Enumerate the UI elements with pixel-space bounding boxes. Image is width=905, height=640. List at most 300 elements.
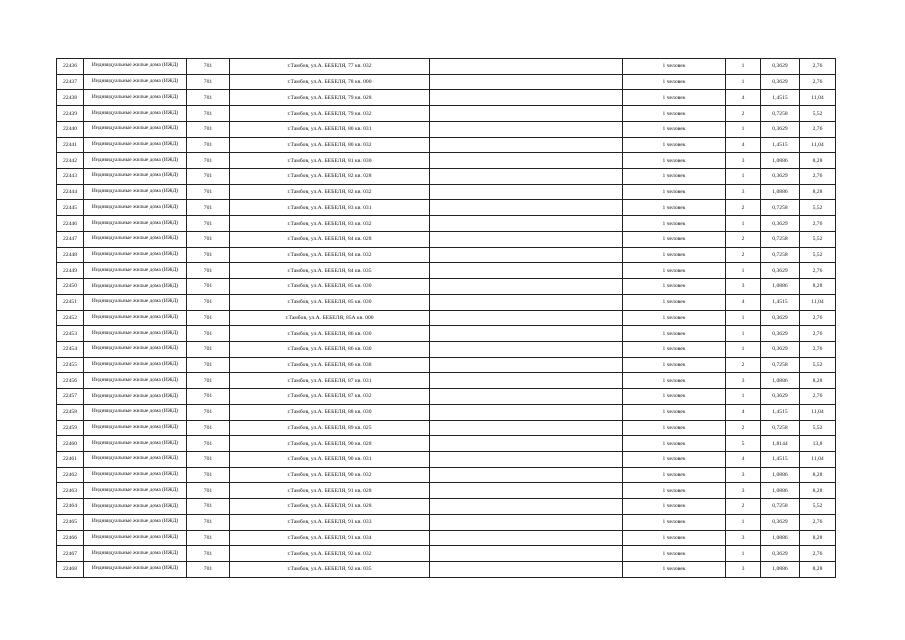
address-cell: г.Тамбов, ул.А. БЕБЕЛЯ, 80 кв. 031 bbox=[230, 121, 430, 137]
unit-cell: 1 человек bbox=[623, 514, 726, 530]
housing-type-cell: Индивидуальные жилые дома (ИЖД) bbox=[84, 546, 187, 562]
table-row bbox=[57, 294, 836, 310]
record-id-cell: 22446 bbox=[57, 216, 84, 232]
housing-type-cell: Индивидуальные жилые дома (ИЖД) bbox=[84, 184, 187, 200]
unit-cell: 1 человек bbox=[623, 59, 726, 75]
table-row bbox=[57, 310, 836, 326]
amount-cell: 11,04 bbox=[800, 404, 836, 420]
empty-cell bbox=[430, 153, 623, 169]
coefficient-cell: 1,0886 bbox=[761, 467, 800, 483]
table-row bbox=[57, 467, 836, 483]
record-id-cell: 22448 bbox=[57, 247, 84, 263]
coefficient-cell: 1,0886 bbox=[761, 373, 800, 389]
housing-type-cell: Индивидуальные жилые дома (ИЖД) bbox=[84, 326, 187, 342]
address-cell: г.Тамбов, ул.А. БЕБЕЛЯ, 90 кв. 028 bbox=[230, 436, 430, 452]
record-id-cell: 22449 bbox=[57, 263, 84, 279]
address-cell: г.Тамбов, ул.А. БЕБЕЛЯ, 85А кв. 000 bbox=[230, 310, 430, 326]
unit-cell: 1 человек bbox=[623, 546, 726, 562]
record-id-cell: 22458 bbox=[57, 404, 84, 420]
amount-cell: 11,04 bbox=[800, 137, 836, 153]
address-cell: г.Тамбов, ул.А. БЕБЕЛЯ, 91 кв. 028 bbox=[230, 499, 430, 515]
empty-cell bbox=[430, 562, 623, 578]
amount-cell: 5,52 bbox=[800, 420, 836, 436]
people-count-cell: 1 bbox=[726, 216, 761, 232]
records-table bbox=[56, 58, 836, 578]
record-id-cell: 22461 bbox=[57, 451, 84, 467]
code-cell: 701 bbox=[187, 279, 230, 295]
code-cell: 701 bbox=[187, 467, 230, 483]
coefficient-cell: 0,3629 bbox=[761, 169, 800, 185]
unit-cell: 1 человек bbox=[623, 373, 726, 389]
code-cell: 701 bbox=[187, 341, 230, 357]
code-cell: 701 bbox=[187, 153, 230, 169]
address-cell: г.Тамбов, ул.А. БЕБЕЛЯ, 79 кв. 028 bbox=[230, 90, 430, 106]
amount-cell: 2,76 bbox=[800, 74, 836, 90]
address-cell: г.Тамбов, ул.А. БЕБЕЛЯ, 86 кв. 030 bbox=[230, 341, 430, 357]
empty-cell bbox=[430, 279, 623, 295]
empty-cell bbox=[430, 451, 623, 467]
unit-cell: 1 человек bbox=[623, 499, 726, 515]
address-cell: г.Тамбов, ул.А. БЕБЕЛЯ, 88 кв. 030 bbox=[230, 404, 430, 420]
housing-type-cell: Индивидуальные жилые дома (ИЖД) bbox=[84, 530, 187, 546]
table-row bbox=[57, 90, 836, 106]
coefficient-cell: 0,7258 bbox=[761, 231, 800, 247]
record-id-cell: 22439 bbox=[57, 106, 84, 122]
table-row bbox=[57, 184, 836, 200]
coefficient-cell: 0,3629 bbox=[761, 389, 800, 405]
people-count-cell: 2 bbox=[726, 247, 761, 263]
coefficient-cell: 1,4515 bbox=[761, 137, 800, 153]
address-cell: г.Тамбов, ул.А. БЕБЕЛЯ, 90 кв. 031 bbox=[230, 451, 430, 467]
housing-type-cell: Индивидуальные жилые дома (ИЖД) bbox=[84, 451, 187, 467]
coefficient-cell: 1,0886 bbox=[761, 184, 800, 200]
unit-cell: 1 человек bbox=[623, 451, 726, 467]
record-id-cell: 22464 bbox=[57, 499, 84, 515]
unit-cell: 1 человек bbox=[623, 341, 726, 357]
table-row bbox=[57, 74, 836, 90]
code-cell: 701 bbox=[187, 514, 230, 530]
unit-cell: 1 человек bbox=[623, 74, 726, 90]
code-cell: 701 bbox=[187, 326, 230, 342]
coefficient-cell: 1,4515 bbox=[761, 90, 800, 106]
code-cell: 701 bbox=[187, 436, 230, 452]
coefficient-cell: 0,3629 bbox=[761, 216, 800, 232]
table-row bbox=[57, 216, 836, 232]
amount-cell: 5,52 bbox=[800, 231, 836, 247]
document-sheet bbox=[56, 58, 835, 578]
empty-cell bbox=[430, 420, 623, 436]
address-cell: г.Тамбов, ул.А. БЕБЕЛЯ, 80 кв. 032 bbox=[230, 137, 430, 153]
record-id-cell: 22438 bbox=[57, 90, 84, 106]
unit-cell: 1 человек bbox=[623, 562, 726, 578]
coefficient-cell: 1,4515 bbox=[761, 294, 800, 310]
amount-cell: 8,28 bbox=[800, 184, 836, 200]
record-id-cell: 22466 bbox=[57, 530, 84, 546]
amount-cell: 2,76 bbox=[800, 263, 836, 279]
housing-type-cell: Индивидуальные жилые дома (ИЖД) bbox=[84, 483, 187, 499]
code-cell: 701 bbox=[187, 137, 230, 153]
coefficient-cell: 0,3629 bbox=[761, 546, 800, 562]
table-row bbox=[57, 373, 836, 389]
housing-type-cell: Индивидуальные жилые дома (ИЖД) bbox=[84, 121, 187, 137]
amount-cell: 11,04 bbox=[800, 90, 836, 106]
empty-cell bbox=[430, 404, 623, 420]
housing-type-cell: Индивидуальные жилые дома (ИЖД) bbox=[84, 279, 187, 295]
empty-cell bbox=[430, 467, 623, 483]
address-cell: г.Тамбов, ул.А. БЕБЕЛЯ, 84 кв. 035 bbox=[230, 263, 430, 279]
unit-cell: 1 человек bbox=[623, 279, 726, 295]
housing-type-cell: Индивидуальные жилые дома (ИЖД) bbox=[84, 357, 187, 373]
unit-cell: 1 человек bbox=[623, 483, 726, 499]
empty-cell bbox=[430, 310, 623, 326]
people-count-cell: 2 bbox=[726, 499, 761, 515]
empty-cell bbox=[430, 121, 623, 137]
amount-cell: 11,04 bbox=[800, 451, 836, 467]
people-count-cell: 4 bbox=[726, 90, 761, 106]
people-count-cell: 2 bbox=[726, 200, 761, 216]
empty-cell bbox=[430, 341, 623, 357]
housing-type-cell: Индивидуальные жилые дома (ИЖД) bbox=[84, 137, 187, 153]
housing-type-cell: Индивидуальные жилые дома (ИЖД) bbox=[84, 373, 187, 389]
housing-type-cell: Индивидуальные жилые дома (ИЖД) bbox=[84, 74, 187, 90]
record-id-cell: 22444 bbox=[57, 184, 84, 200]
table-row bbox=[57, 231, 836, 247]
address-cell: г.Тамбов, ул.А. БЕБЕЛЯ, 92 кв. 035 bbox=[230, 562, 430, 578]
unit-cell: 1 человек bbox=[623, 247, 726, 263]
people-count-cell: 1 bbox=[726, 121, 761, 137]
record-id-cell: 22454 bbox=[57, 341, 84, 357]
address-cell: г.Тамбов, ул.А. БЕБЕЛЯ, 91 кв. 033 bbox=[230, 514, 430, 530]
address-cell: г.Тамбов, ул.А. БЕБЕЛЯ, 85 кв. 030 bbox=[230, 279, 430, 295]
housing-type-cell: Индивидуальные жилые дома (ИЖД) bbox=[84, 263, 187, 279]
unit-cell: 1 человек bbox=[623, 294, 726, 310]
people-count-cell: 3 bbox=[726, 467, 761, 483]
address-cell: г.Тамбов, ул.А. БЕБЕЛЯ, 91 кв. 034 bbox=[230, 530, 430, 546]
housing-type-cell: Индивидуальные жилые дома (ИЖД) bbox=[84, 200, 187, 216]
record-id-cell: 22455 bbox=[57, 357, 84, 373]
table-row bbox=[57, 341, 836, 357]
unit-cell: 1 человек bbox=[623, 263, 726, 279]
record-id-cell: 22462 bbox=[57, 467, 84, 483]
code-cell: 701 bbox=[187, 451, 230, 467]
table-row bbox=[57, 530, 836, 546]
code-cell: 701 bbox=[187, 530, 230, 546]
address-cell: г.Тамбов, ул.А. БЕБЕЛЯ, 89 кв. 025 bbox=[230, 420, 430, 436]
empty-cell bbox=[430, 326, 623, 342]
unit-cell: 1 человек bbox=[623, 137, 726, 153]
people-count-cell: 4 bbox=[726, 294, 761, 310]
coefficient-cell: 0,3629 bbox=[761, 263, 800, 279]
address-cell: г.Тамбов, ул.А. БЕБЕЛЯ, 84 кв. 032 bbox=[230, 247, 430, 263]
code-cell: 701 bbox=[187, 74, 230, 90]
housing-type-cell: Индивидуальные жилые дома (ИЖД) bbox=[84, 310, 187, 326]
unit-cell: 1 человек bbox=[623, 389, 726, 405]
unit-cell: 1 человек bbox=[623, 153, 726, 169]
people-count-cell: 1 bbox=[726, 59, 761, 75]
empty-cell bbox=[430, 184, 623, 200]
people-count-cell: 3 bbox=[726, 373, 761, 389]
amount-cell: 5,52 bbox=[800, 106, 836, 122]
empty-cell bbox=[430, 436, 623, 452]
table-row bbox=[57, 451, 836, 467]
table-row bbox=[57, 121, 836, 137]
code-cell: 701 bbox=[187, 373, 230, 389]
table-row bbox=[57, 483, 836, 499]
empty-cell bbox=[430, 263, 623, 279]
people-count-cell: 3 bbox=[726, 483, 761, 499]
people-count-cell: 5 bbox=[726, 436, 761, 452]
code-cell: 701 bbox=[187, 59, 230, 75]
empty-cell bbox=[430, 106, 623, 122]
code-cell: 701 bbox=[187, 247, 230, 263]
empty-cell bbox=[430, 530, 623, 546]
code-cell: 701 bbox=[187, 357, 230, 373]
unit-cell: 1 человек bbox=[623, 357, 726, 373]
code-cell: 701 bbox=[187, 389, 230, 405]
record-id-cell: 22468 bbox=[57, 562, 84, 578]
unit-cell: 1 человек bbox=[623, 467, 726, 483]
coefficient-cell: 1,0886 bbox=[761, 279, 800, 295]
unit-cell: 1 человек bbox=[623, 106, 726, 122]
amount-cell: 8,28 bbox=[800, 562, 836, 578]
coefficient-cell: 0,7258 bbox=[761, 499, 800, 515]
code-cell: 701 bbox=[187, 216, 230, 232]
people-count-cell: 1 bbox=[726, 389, 761, 405]
amount-cell: 11,04 bbox=[800, 294, 836, 310]
table-row bbox=[57, 106, 836, 122]
table-row bbox=[57, 420, 836, 436]
empty-cell bbox=[430, 514, 623, 530]
amount-cell: 2,76 bbox=[800, 389, 836, 405]
amount-cell: 13,8 bbox=[800, 436, 836, 452]
people-count-cell: 3 bbox=[726, 279, 761, 295]
empty-cell bbox=[430, 231, 623, 247]
amount-cell: 8,28 bbox=[800, 279, 836, 295]
people-count-cell: 4 bbox=[726, 404, 761, 420]
people-count-cell: 3 bbox=[726, 562, 761, 578]
housing-type-cell: Индивидуальные жилые дома (ИЖД) bbox=[84, 514, 187, 530]
empty-cell bbox=[430, 247, 623, 263]
table-row bbox=[57, 389, 836, 405]
code-cell: 701 bbox=[187, 200, 230, 216]
empty-cell bbox=[430, 546, 623, 562]
table-row bbox=[57, 562, 836, 578]
housing-type-cell: Индивидуальные жилые дома (ИЖД) bbox=[84, 341, 187, 357]
housing-type-cell: Индивидуальные жилые дома (ИЖД) bbox=[84, 153, 187, 169]
empty-cell bbox=[430, 294, 623, 310]
amount-cell: 8,28 bbox=[800, 483, 836, 499]
address-cell: г.Тамбов, ул.А. БЕБЕЛЯ, 87 кв. 031 bbox=[230, 373, 430, 389]
housing-type-cell: Индивидуальные жилые дома (ИЖД) bbox=[84, 436, 187, 452]
code-cell: 701 bbox=[187, 499, 230, 515]
empty-cell bbox=[430, 216, 623, 232]
amount-cell: 8,28 bbox=[800, 530, 836, 546]
address-cell: г.Тамбов, ул.А. БЕБЕЛЯ, 83 кв. 032 bbox=[230, 216, 430, 232]
table-row bbox=[57, 326, 836, 342]
housing-type-cell: Индивидуальные жилые дома (ИЖД) bbox=[84, 247, 187, 263]
coefficient-cell: 0,7258 bbox=[761, 357, 800, 373]
amount-cell: 8,28 bbox=[800, 467, 836, 483]
code-cell: 701 bbox=[187, 184, 230, 200]
unit-cell: 1 человек bbox=[623, 90, 726, 106]
coefficient-cell: 0,3629 bbox=[761, 310, 800, 326]
table-row bbox=[57, 279, 836, 295]
coefficient-cell: 1,0886 bbox=[761, 153, 800, 169]
coefficient-cell: 0,3629 bbox=[761, 121, 800, 137]
address-cell: г.Тамбов, ул.А. БЕБЕЛЯ, 79 кв. 032 bbox=[230, 106, 430, 122]
table-row bbox=[57, 263, 836, 279]
amount-cell: 2,76 bbox=[800, 121, 836, 137]
code-cell: 701 bbox=[187, 546, 230, 562]
table-row bbox=[57, 357, 836, 373]
table-row bbox=[57, 436, 836, 452]
empty-cell bbox=[430, 389, 623, 405]
amount-cell: 2,76 bbox=[800, 216, 836, 232]
unit-cell: 1 человек bbox=[623, 184, 726, 200]
housing-type-cell: Индивидуальные жилые дома (ИЖД) bbox=[84, 231, 187, 247]
code-cell: 701 bbox=[187, 483, 230, 499]
housing-type-cell: Индивидуальные жилые дома (ИЖД) bbox=[84, 90, 187, 106]
empty-cell bbox=[430, 373, 623, 389]
people-count-cell: 3 bbox=[726, 530, 761, 546]
coefficient-cell: 0,7258 bbox=[761, 200, 800, 216]
amount-cell: 2,76 bbox=[800, 326, 836, 342]
record-id-cell: 22457 bbox=[57, 389, 84, 405]
coefficient-cell: 0,3629 bbox=[761, 326, 800, 342]
amount-cell: 2,76 bbox=[800, 169, 836, 185]
code-cell: 701 bbox=[187, 231, 230, 247]
record-id-cell: 22443 bbox=[57, 169, 84, 185]
housing-type-cell: Индивидуальные жилые дома (ИЖД) bbox=[84, 404, 187, 420]
record-id-cell: 22452 bbox=[57, 310, 84, 326]
table-row bbox=[57, 137, 836, 153]
people-count-cell: 1 bbox=[726, 341, 761, 357]
unit-cell: 1 человек bbox=[623, 121, 726, 137]
record-id-cell: 22453 bbox=[57, 326, 84, 342]
amount-cell: 2,76 bbox=[800, 341, 836, 357]
address-cell: г.Тамбов, ул.А. БЕБЕЛЯ, 84 кв. 028 bbox=[230, 231, 430, 247]
address-cell: г.Тамбов, ул.А. БЕБЕЛЯ, 82 кв. 028 bbox=[230, 169, 430, 185]
address-cell: г.Тамбов, ул.А. БЕБЕЛЯ, 91 кв. 028 bbox=[230, 483, 430, 499]
housing-type-cell: Индивидуальные жилые дома (ИЖД) bbox=[84, 106, 187, 122]
table-body bbox=[57, 59, 836, 578]
amount-cell: 8,28 bbox=[800, 153, 836, 169]
housing-type-cell: Индивидуальные жилые дома (ИЖД) bbox=[84, 169, 187, 185]
unit-cell: 1 человек bbox=[623, 231, 726, 247]
empty-cell bbox=[430, 74, 623, 90]
record-id-cell: 22445 bbox=[57, 200, 84, 216]
table-row bbox=[57, 153, 836, 169]
housing-type-cell: Индивидуальные жилые дома (ИЖД) bbox=[84, 562, 187, 578]
coefficient-cell: 0,7258 bbox=[761, 420, 800, 436]
unit-cell: 1 человек bbox=[623, 310, 726, 326]
coefficient-cell: 1,8144 bbox=[761, 436, 800, 452]
address-cell: г.Тамбов, ул.А. БЕБЕЛЯ, 82 кв. 032 bbox=[230, 184, 430, 200]
people-count-cell: 2 bbox=[726, 106, 761, 122]
unit-cell: 1 человек bbox=[623, 530, 726, 546]
record-id-cell: 22465 bbox=[57, 514, 84, 530]
people-count-cell: 3 bbox=[726, 153, 761, 169]
empty-cell bbox=[430, 137, 623, 153]
people-count-cell: 1 bbox=[726, 169, 761, 185]
amount-cell: 2,76 bbox=[800, 546, 836, 562]
amount-cell: 5,52 bbox=[800, 247, 836, 263]
table-row bbox=[57, 200, 836, 216]
unit-cell: 1 человек bbox=[623, 420, 726, 436]
unit-cell: 1 человек bbox=[623, 200, 726, 216]
amount-cell: 8,28 bbox=[800, 373, 836, 389]
table-row bbox=[57, 499, 836, 515]
coefficient-cell: 1,0886 bbox=[761, 562, 800, 578]
housing-type-cell: Индивидуальные жилые дома (ИЖД) bbox=[84, 59, 187, 75]
coefficient-cell: 1,0886 bbox=[761, 483, 800, 499]
unit-cell: 1 человек bbox=[623, 326, 726, 342]
address-cell: г.Тамбов, ул.А. БЕБЕЛЯ, 81 кв. 030 bbox=[230, 153, 430, 169]
record-id-cell: 22463 bbox=[57, 483, 84, 499]
coefficient-cell: 0,3629 bbox=[761, 514, 800, 530]
coefficient-cell: 1,4515 bbox=[761, 451, 800, 467]
address-cell: г.Тамбов, ул.А. БЕБЕЛЯ, 78 кв. 000 bbox=[230, 74, 430, 90]
amount-cell: 2,76 bbox=[800, 514, 836, 530]
code-cell: 701 bbox=[187, 310, 230, 326]
people-count-cell: 1 bbox=[726, 310, 761, 326]
amount-cell: 5,52 bbox=[800, 200, 836, 216]
address-cell: г.Тамбов, ул.А. БЕБЕЛЯ, 90 кв. 032 bbox=[230, 467, 430, 483]
unit-cell: 1 человек bbox=[623, 404, 726, 420]
code-cell: 701 bbox=[187, 121, 230, 137]
housing-type-cell: Индивидуальные жилые дома (ИЖД) bbox=[84, 499, 187, 515]
table-row bbox=[57, 514, 836, 530]
people-count-cell: 1 bbox=[726, 514, 761, 530]
people-count-cell: 1 bbox=[726, 546, 761, 562]
record-id-cell: 22459 bbox=[57, 420, 84, 436]
people-count-cell: 4 bbox=[726, 451, 761, 467]
empty-cell bbox=[430, 499, 623, 515]
address-cell: г.Тамбов, ул.А. БЕБЕЛЯ, 87 кв. 032 bbox=[230, 389, 430, 405]
people-count-cell: 2 bbox=[726, 420, 761, 436]
empty-cell bbox=[430, 357, 623, 373]
record-id-cell: 22441 bbox=[57, 137, 84, 153]
code-cell: 701 bbox=[187, 263, 230, 279]
unit-cell: 1 человек bbox=[623, 169, 726, 185]
coefficient-cell: 0,3629 bbox=[761, 341, 800, 357]
record-id-cell: 22460 bbox=[57, 436, 84, 452]
housing-type-cell: Индивидуальные жилые дома (ИЖД) bbox=[84, 420, 187, 436]
empty-cell bbox=[430, 90, 623, 106]
empty-cell bbox=[430, 483, 623, 499]
table-row bbox=[57, 546, 836, 562]
amount-cell: 5,52 bbox=[800, 357, 836, 373]
record-id-cell: 22440 bbox=[57, 121, 84, 137]
table-row bbox=[57, 404, 836, 420]
table-row bbox=[57, 169, 836, 185]
housing-type-cell: Индивидуальные жилые дома (ИЖД) bbox=[84, 294, 187, 310]
unit-cell: 1 человек bbox=[623, 436, 726, 452]
record-id-cell: 22467 bbox=[57, 546, 84, 562]
record-id-cell: 22437 bbox=[57, 74, 84, 90]
address-cell: г.Тамбов, ул.А. БЕБЕЛЯ, 85 кв. 030 bbox=[230, 294, 430, 310]
address-cell: г.Тамбов, ул.А. БЕБЕЛЯ, 86 кв. 030 bbox=[230, 326, 430, 342]
coefficient-cell: 1,0886 bbox=[761, 530, 800, 546]
amount-cell: 2,76 bbox=[800, 59, 836, 75]
coefficient-cell: 0,7258 bbox=[761, 247, 800, 263]
table-row bbox=[57, 247, 836, 263]
people-count-cell: 1 bbox=[726, 263, 761, 279]
people-count-cell: 4 bbox=[726, 137, 761, 153]
unit-cell: 1 человек bbox=[623, 216, 726, 232]
record-id-cell: 22442 bbox=[57, 153, 84, 169]
coefficient-cell: 0,7258 bbox=[761, 106, 800, 122]
